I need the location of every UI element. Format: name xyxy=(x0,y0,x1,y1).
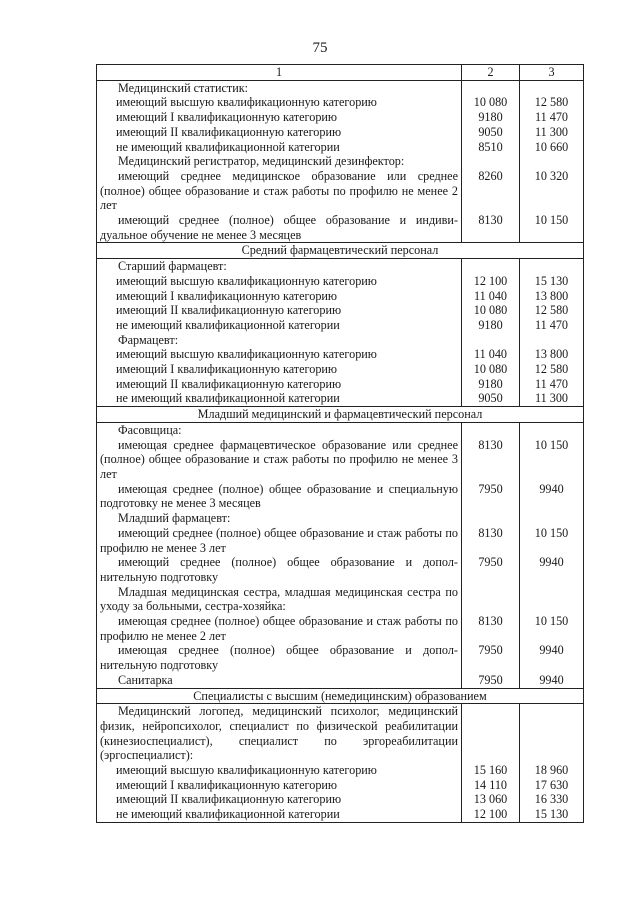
position-cell xyxy=(97,274,462,289)
position-description: имеющая среднее фармацевтическое образование или среднее (полное) общее образование и стаж работы по профилю не менее 3 лет xyxy=(100,437,458,481)
value-col-2: 10 080 xyxy=(462,95,520,110)
position-description: имеющий I квалификационную категорию xyxy=(116,777,338,792)
table-row xyxy=(97,154,584,169)
value-col-2 xyxy=(462,154,520,169)
value-col-2: 11 040 xyxy=(462,289,520,304)
table-row xyxy=(97,763,584,778)
value-col-2 xyxy=(462,585,520,614)
value-col-3: 9940 xyxy=(520,555,584,584)
position-group-label: Медицинский логопед, медицинский психолог, медицинский физик, нейропсихолог, специалист по физической реабилитации (кинезиоспециалист), специалист по эргореабилитации (эргоспециалист): xyxy=(100,704,458,763)
position-description: имеющий I квалификационную категорию xyxy=(116,362,338,377)
position-group-label: Фармацевт: xyxy=(118,332,179,347)
value-col-2: 12 100 xyxy=(462,274,520,289)
position-cell xyxy=(97,80,462,95)
table-row xyxy=(97,362,584,377)
value-col-2: 8130 xyxy=(462,213,520,243)
position-description: не имеющий квалификационной категории xyxy=(116,391,340,406)
position-cell xyxy=(97,704,462,763)
position-cell xyxy=(97,303,462,318)
position-cell xyxy=(97,482,462,511)
table-row xyxy=(97,125,584,140)
value-col-3: 11 300 xyxy=(520,391,584,406)
table-row xyxy=(97,673,584,688)
value-col-3 xyxy=(520,154,584,169)
position-cell xyxy=(97,169,462,213)
position-description: имеющая среднее (полное) общее образование и специальную подготовку не менее 3 месяцев xyxy=(100,481,458,511)
position-cell xyxy=(97,438,462,482)
section-row xyxy=(97,407,584,423)
position-cell xyxy=(97,154,462,169)
position-cell xyxy=(97,555,462,584)
table-row xyxy=(97,526,584,555)
position-cell xyxy=(97,347,462,362)
position-cell xyxy=(97,585,462,614)
value-col-2: 9180 xyxy=(462,318,520,333)
position-cell xyxy=(97,333,462,348)
position-group-label: Медицинский регистратор, медицинский дезинфектор: xyxy=(118,154,405,169)
position-description: имеющий II квалификационную категорию xyxy=(116,376,342,391)
section-title: Специалисты с высшим (немедицинским) образованием xyxy=(97,688,584,704)
table-row xyxy=(97,259,584,274)
position-description: не имеющий квалификационной категории xyxy=(116,807,340,822)
position-cell xyxy=(97,318,462,333)
position-description: имеющий I квалификационную категорию xyxy=(116,288,338,303)
position-cell xyxy=(97,377,462,392)
value-col-3: 15 130 xyxy=(520,807,584,822)
value-col-2: 7950 xyxy=(462,555,520,584)
position-description: имеющий высшую квалификационную категорию xyxy=(116,347,377,362)
table-row xyxy=(97,347,584,362)
position-description: имеющая среднее (полное) общее образование и допол-нительную подготовку xyxy=(100,643,458,673)
position-description: имеющий высшую квалификационную категорию xyxy=(116,273,377,288)
value-col-2: 15 160 xyxy=(462,763,520,778)
table-row xyxy=(97,95,584,110)
table-row xyxy=(97,511,584,526)
position-description: имеющая среднее (полное) общее образование и стаж работы по профилю не менее 2 лет xyxy=(100,614,458,643)
position-cell xyxy=(97,391,462,406)
position-cell xyxy=(97,213,462,243)
position-description: не имеющий квалификационной категории xyxy=(116,139,340,154)
position-cell xyxy=(97,792,462,807)
position-group-label: Медицинский статистик: xyxy=(118,80,249,95)
table-row xyxy=(97,614,584,643)
position-description: не имеющий квалификационной категории xyxy=(116,317,340,332)
position-description: имеющий высшую квалификационную категорию xyxy=(116,95,377,110)
position-group-label: Младший фармацевт: xyxy=(118,511,231,526)
table-row xyxy=(97,318,584,333)
table-row xyxy=(97,422,584,437)
position-description: имеющий II квалификационную категорию xyxy=(116,792,342,807)
column-header-1: 1 xyxy=(97,65,462,81)
table-row xyxy=(97,585,584,614)
table-row xyxy=(97,169,584,213)
value-col-3: 12 580 xyxy=(520,362,584,377)
position-group-label: Старший фармацевт: xyxy=(118,259,227,274)
value-col-3: 10 150 xyxy=(520,213,584,243)
value-col-2: 9180 xyxy=(462,110,520,125)
position-cell xyxy=(97,125,462,140)
position-cell xyxy=(97,259,462,274)
position-group-label: Младшая медицинская сестра, младшая медицинская сестра по уходу за больными, сестра-хозяйка: xyxy=(100,584,458,614)
value-col-3: 10 150 xyxy=(520,614,584,643)
column-header-2: 2 xyxy=(462,65,520,81)
value-col-3: 10 320 xyxy=(520,169,584,213)
value-col-3: 11 470 xyxy=(520,377,584,392)
page-number: 75 xyxy=(312,40,328,56)
table-row xyxy=(97,377,584,392)
value-col-3: 18 960 xyxy=(520,763,584,778)
table-row xyxy=(97,555,584,584)
table-row xyxy=(97,778,584,793)
section-row xyxy=(97,688,584,704)
position-description: имеющий среднее (полное) общее образование и стаж работы по профилю не менее 3 лет xyxy=(100,525,458,555)
position-cell xyxy=(97,289,462,304)
table-row xyxy=(97,140,584,155)
table-row xyxy=(97,274,584,289)
table-row xyxy=(97,482,584,511)
value-col-3 xyxy=(520,511,584,526)
position-cell xyxy=(97,511,462,526)
value-col-2 xyxy=(462,511,520,526)
value-col-2: 10 080 xyxy=(462,362,520,377)
value-col-3: 13 800 xyxy=(520,289,584,304)
section-title: Средний фармацевтический персонал xyxy=(97,243,584,259)
value-col-2: 8260 xyxy=(462,169,520,213)
table-row xyxy=(97,289,584,304)
position-group-label: Санитарка xyxy=(118,672,173,687)
position-description: имеющий II квалификационную категорию xyxy=(116,303,342,318)
value-col-2: 8130 xyxy=(462,438,520,482)
position-cell xyxy=(97,673,462,688)
value-col-3 xyxy=(520,704,584,763)
value-col-3: 12 580 xyxy=(520,95,584,110)
value-col-2 xyxy=(462,80,520,95)
value-col-3: 11 470 xyxy=(520,318,584,333)
value-col-2 xyxy=(462,333,520,348)
position-cell xyxy=(97,526,462,555)
value-col-3: 15 130 xyxy=(520,274,584,289)
section-title: Младший медицинский и фармацевтический персонал xyxy=(97,407,584,423)
value-col-2: 13 060 xyxy=(462,792,520,807)
position-description: имеющий II квалификационную категорию xyxy=(116,124,342,139)
value-col-2: 7950 xyxy=(462,482,520,511)
value-col-3: 13 800 xyxy=(520,347,584,362)
table-row xyxy=(97,303,584,318)
value-col-3: 10 150 xyxy=(520,526,584,555)
value-col-2: 10 080 xyxy=(462,303,520,318)
value-col-2: 8510 xyxy=(462,140,520,155)
position-cell xyxy=(97,614,462,643)
value-col-3: 9940 xyxy=(520,673,584,688)
table-row xyxy=(97,110,584,125)
value-col-2: 14 110 xyxy=(462,778,520,793)
value-col-2: 7950 xyxy=(462,673,520,688)
position-cell xyxy=(97,778,462,793)
table-row xyxy=(97,792,584,807)
position-cell xyxy=(97,807,462,822)
value-col-2: 9050 xyxy=(462,391,520,406)
table-row xyxy=(97,213,584,243)
value-col-3: 11 300 xyxy=(520,125,584,140)
value-col-3 xyxy=(520,80,584,95)
column-header-3: 3 xyxy=(520,65,584,81)
table-row xyxy=(97,333,584,348)
value-col-3: 12 580 xyxy=(520,303,584,318)
table-row xyxy=(97,438,584,482)
position-cell xyxy=(97,140,462,155)
position-description: имеющий среднее (полное) общее образование и индиви-дуальное обучение не менее 3 месяцев xyxy=(100,213,458,242)
position-cell xyxy=(97,643,462,672)
salary-table xyxy=(96,64,584,823)
value-col-2 xyxy=(462,704,520,763)
value-col-3: 11 470 xyxy=(520,110,584,125)
position-cell xyxy=(97,763,462,778)
position-description: имеющий среднее (полное) общее образование и допол-нительную подготовку xyxy=(100,555,458,584)
value-col-3: 9940 xyxy=(520,482,584,511)
value-col-3: 17 630 xyxy=(520,778,584,793)
table-header-row xyxy=(97,65,584,81)
value-col-3: 10 660 xyxy=(520,140,584,155)
table-row xyxy=(97,807,584,822)
value-col-2: 9050 xyxy=(462,125,520,140)
table-row xyxy=(97,704,584,763)
table-row xyxy=(97,643,584,672)
position-description: имеющий I квалификационную категорию xyxy=(116,110,338,125)
value-col-3 xyxy=(520,585,584,614)
position-cell xyxy=(97,110,462,125)
table-row xyxy=(97,80,584,95)
position-description: имеющий среднее медицинское образование или среднее (полное) общее образование и стаж работы по профилю не менее 2 лет xyxy=(100,168,458,213)
position-cell xyxy=(97,362,462,377)
value-col-2 xyxy=(462,259,520,274)
position-cell xyxy=(97,95,462,110)
value-col-2: 11 040 xyxy=(462,347,520,362)
position-group-label: Фасовщица: xyxy=(118,422,182,437)
value-col-3: 16 330 xyxy=(520,792,584,807)
value-col-2 xyxy=(462,422,520,437)
value-col-3 xyxy=(520,259,584,274)
position-cell xyxy=(97,422,462,437)
value-col-3: 10 150 xyxy=(520,438,584,482)
section-row xyxy=(97,243,584,259)
value-col-2: 12 100 xyxy=(462,807,520,822)
value-col-2: 7950 xyxy=(462,643,520,672)
position-description: имеющий высшую квалификационную категорию xyxy=(116,763,377,778)
value-col-3: 9940 xyxy=(520,643,584,672)
value-col-3 xyxy=(520,333,584,348)
table-row xyxy=(97,391,584,406)
value-col-3 xyxy=(520,422,584,437)
value-col-2: 8130 xyxy=(462,526,520,555)
value-col-2: 9180 xyxy=(462,377,520,392)
value-col-2: 8130 xyxy=(462,614,520,643)
